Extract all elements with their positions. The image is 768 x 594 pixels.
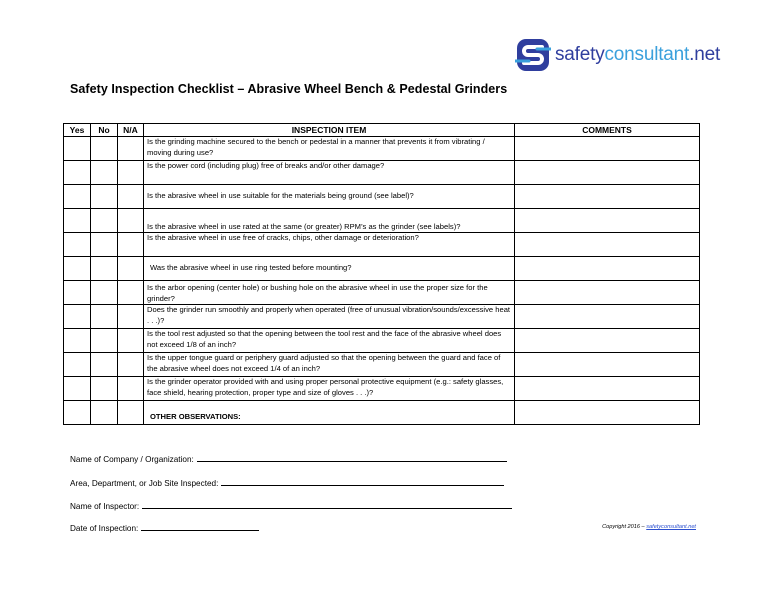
table-row bbox=[64, 257, 700, 281]
table-row bbox=[64, 377, 700, 401]
na-cell[interactable] bbox=[118, 233, 144, 257]
na-cell[interactable] bbox=[118, 329, 144, 353]
yes-cell[interactable] bbox=[64, 329, 91, 353]
inspection-item: Is the grinder operator provided with and using proper personal protective equipment (e.g.: safety glasses, face shield, hearing protection, proper type and size of gloves . . .)? bbox=[144, 377, 515, 401]
copyright-notice bbox=[602, 524, 696, 530]
copyright-text: Copyright 2016 – bbox=[602, 524, 647, 530]
date-label: Date of Inspection: bbox=[70, 524, 139, 533]
header-yes: Yes bbox=[64, 124, 91, 137]
comments-cell[interactable] bbox=[515, 353, 700, 377]
company-input-line[interactable] bbox=[197, 453, 507, 462]
table-row bbox=[64, 209, 700, 233]
company-label: Name of Company / Organization: bbox=[70, 455, 194, 464]
no-cell[interactable] bbox=[91, 353, 118, 377]
table-row bbox=[64, 137, 700, 161]
comments-cell[interactable] bbox=[515, 401, 700, 425]
yes-cell[interactable] bbox=[64, 377, 91, 401]
yes-cell[interactable] bbox=[64, 185, 91, 209]
yes-cell[interactable] bbox=[64, 209, 91, 233]
na-cell[interactable] bbox=[118, 137, 144, 161]
inspection-item: Is the grinding machine secured to the bench or pedestal in a manner that prevents it from vibrating / moving during use? bbox=[144, 137, 515, 161]
no-cell[interactable] bbox=[91, 401, 118, 425]
inspection-table bbox=[63, 123, 700, 425]
no-cell[interactable] bbox=[91, 137, 118, 161]
logo-s-icon bbox=[515, 38, 551, 72]
comments-cell[interactable] bbox=[515, 377, 700, 401]
inspection-item: Is the abrasive wheel in use suitable for the materials being ground (see label)? bbox=[144, 185, 515, 209]
comments-cell[interactable] bbox=[515, 209, 700, 233]
na-cell[interactable] bbox=[118, 161, 144, 185]
no-cell[interactable] bbox=[91, 161, 118, 185]
other-observations-row bbox=[64, 401, 700, 425]
no-cell[interactable] bbox=[91, 305, 118, 329]
inspector-field bbox=[70, 500, 512, 511]
header-comments: COMMENTS bbox=[515, 124, 700, 137]
inspection-item: Is the abrasive wheel in use free of cracks, chips, other damage or deterioration? bbox=[144, 233, 515, 257]
date-field bbox=[70, 522, 259, 533]
na-cell[interactable] bbox=[118, 401, 144, 425]
inspection-item: Is the abrasive wheel in use rated at the same (or greater) RPM’s as the grinder (see labels)? bbox=[144, 209, 515, 233]
table-row bbox=[64, 161, 700, 185]
comments-cell[interactable] bbox=[515, 281, 700, 305]
comments-cell[interactable] bbox=[515, 185, 700, 209]
logo-wordmark: safetyconsultant.net bbox=[555, 44, 721, 65]
inspection-item: Is the arbor opening (center hole) or bushing hole on the abrasive wheel in use the proper size for the grinder? bbox=[144, 281, 515, 305]
inspection-item: Does the grinder run smoothly and properly when operated (free of unusual vibration/sounds/excessive heat . . .)? bbox=[144, 305, 515, 329]
no-cell[interactable] bbox=[91, 329, 118, 353]
header-na: N/A bbox=[118, 124, 144, 137]
comments-cell[interactable] bbox=[515, 233, 700, 257]
table-row bbox=[64, 329, 700, 353]
no-cell[interactable] bbox=[91, 257, 118, 281]
yes-cell[interactable] bbox=[64, 401, 91, 425]
no-cell[interactable] bbox=[91, 377, 118, 401]
inspection-item: Is the power cord (including plug) free of breaks and/or other damage? bbox=[144, 161, 515, 185]
table-row bbox=[64, 353, 700, 377]
na-cell[interactable] bbox=[118, 353, 144, 377]
area-field bbox=[70, 477, 504, 488]
table-row bbox=[64, 305, 700, 329]
comments-cell[interactable] bbox=[515, 137, 700, 161]
comments-cell[interactable] bbox=[515, 329, 700, 353]
yes-cell[interactable] bbox=[64, 305, 91, 329]
na-cell[interactable] bbox=[118, 305, 144, 329]
na-cell[interactable] bbox=[118, 281, 144, 305]
comments-cell[interactable] bbox=[515, 161, 700, 185]
comments-cell[interactable] bbox=[515, 305, 700, 329]
yes-cell[interactable] bbox=[64, 137, 91, 161]
header-no: No bbox=[91, 124, 118, 137]
page-title: Safety Inspection Checklist – Abrasive Wheel Bench & Pedestal Grinders bbox=[70, 82, 508, 96]
inspector-label: Name of Inspector: bbox=[70, 502, 140, 511]
company-field bbox=[70, 453, 507, 464]
na-cell[interactable] bbox=[118, 209, 144, 233]
copyright-link[interactable]: safetyconsultant.net bbox=[646, 524, 696, 530]
other-observations-label: OTHER OBSERVATIONS: bbox=[144, 401, 515, 425]
comments-cell[interactable] bbox=[515, 257, 700, 281]
yes-cell[interactable] bbox=[64, 233, 91, 257]
inspection-item: Is the tool rest adjusted so that the opening between the tool rest and the face of the abrasive wheel does not exceed 1/8 of an inch? bbox=[144, 329, 515, 353]
yes-cell[interactable] bbox=[64, 353, 91, 377]
no-cell[interactable] bbox=[91, 233, 118, 257]
yes-cell[interactable] bbox=[64, 161, 91, 185]
area-label: Area, Department, or Job Site Inspected: bbox=[70, 479, 219, 488]
area-input-line[interactable] bbox=[221, 477, 504, 486]
no-cell[interactable] bbox=[91, 185, 118, 209]
inspection-item: Was the abrasive wheel in use ring tested before mounting? bbox=[144, 257, 515, 281]
yes-cell[interactable] bbox=[64, 281, 91, 305]
inspector-input-line[interactable] bbox=[142, 500, 512, 509]
inspection-item: Is the upper tongue guard or periphery guard adjusted so that the opening between the guard and face of the abrasive wheel does not exceed 1/4 of an inch? bbox=[144, 353, 515, 377]
no-cell[interactable] bbox=[91, 281, 118, 305]
na-cell[interactable] bbox=[118, 377, 144, 401]
na-cell[interactable] bbox=[118, 185, 144, 209]
na-cell[interactable] bbox=[118, 257, 144, 281]
yes-cell[interactable] bbox=[64, 257, 91, 281]
safetyconsultant-logo bbox=[515, 38, 720, 72]
table-row bbox=[64, 185, 700, 209]
table-header-row bbox=[64, 124, 700, 137]
table-row bbox=[64, 281, 700, 305]
table-row bbox=[64, 233, 700, 257]
date-input-line[interactable] bbox=[141, 522, 259, 531]
no-cell[interactable] bbox=[91, 209, 118, 233]
header-inspection-item: INSPECTION ITEM bbox=[144, 124, 515, 137]
